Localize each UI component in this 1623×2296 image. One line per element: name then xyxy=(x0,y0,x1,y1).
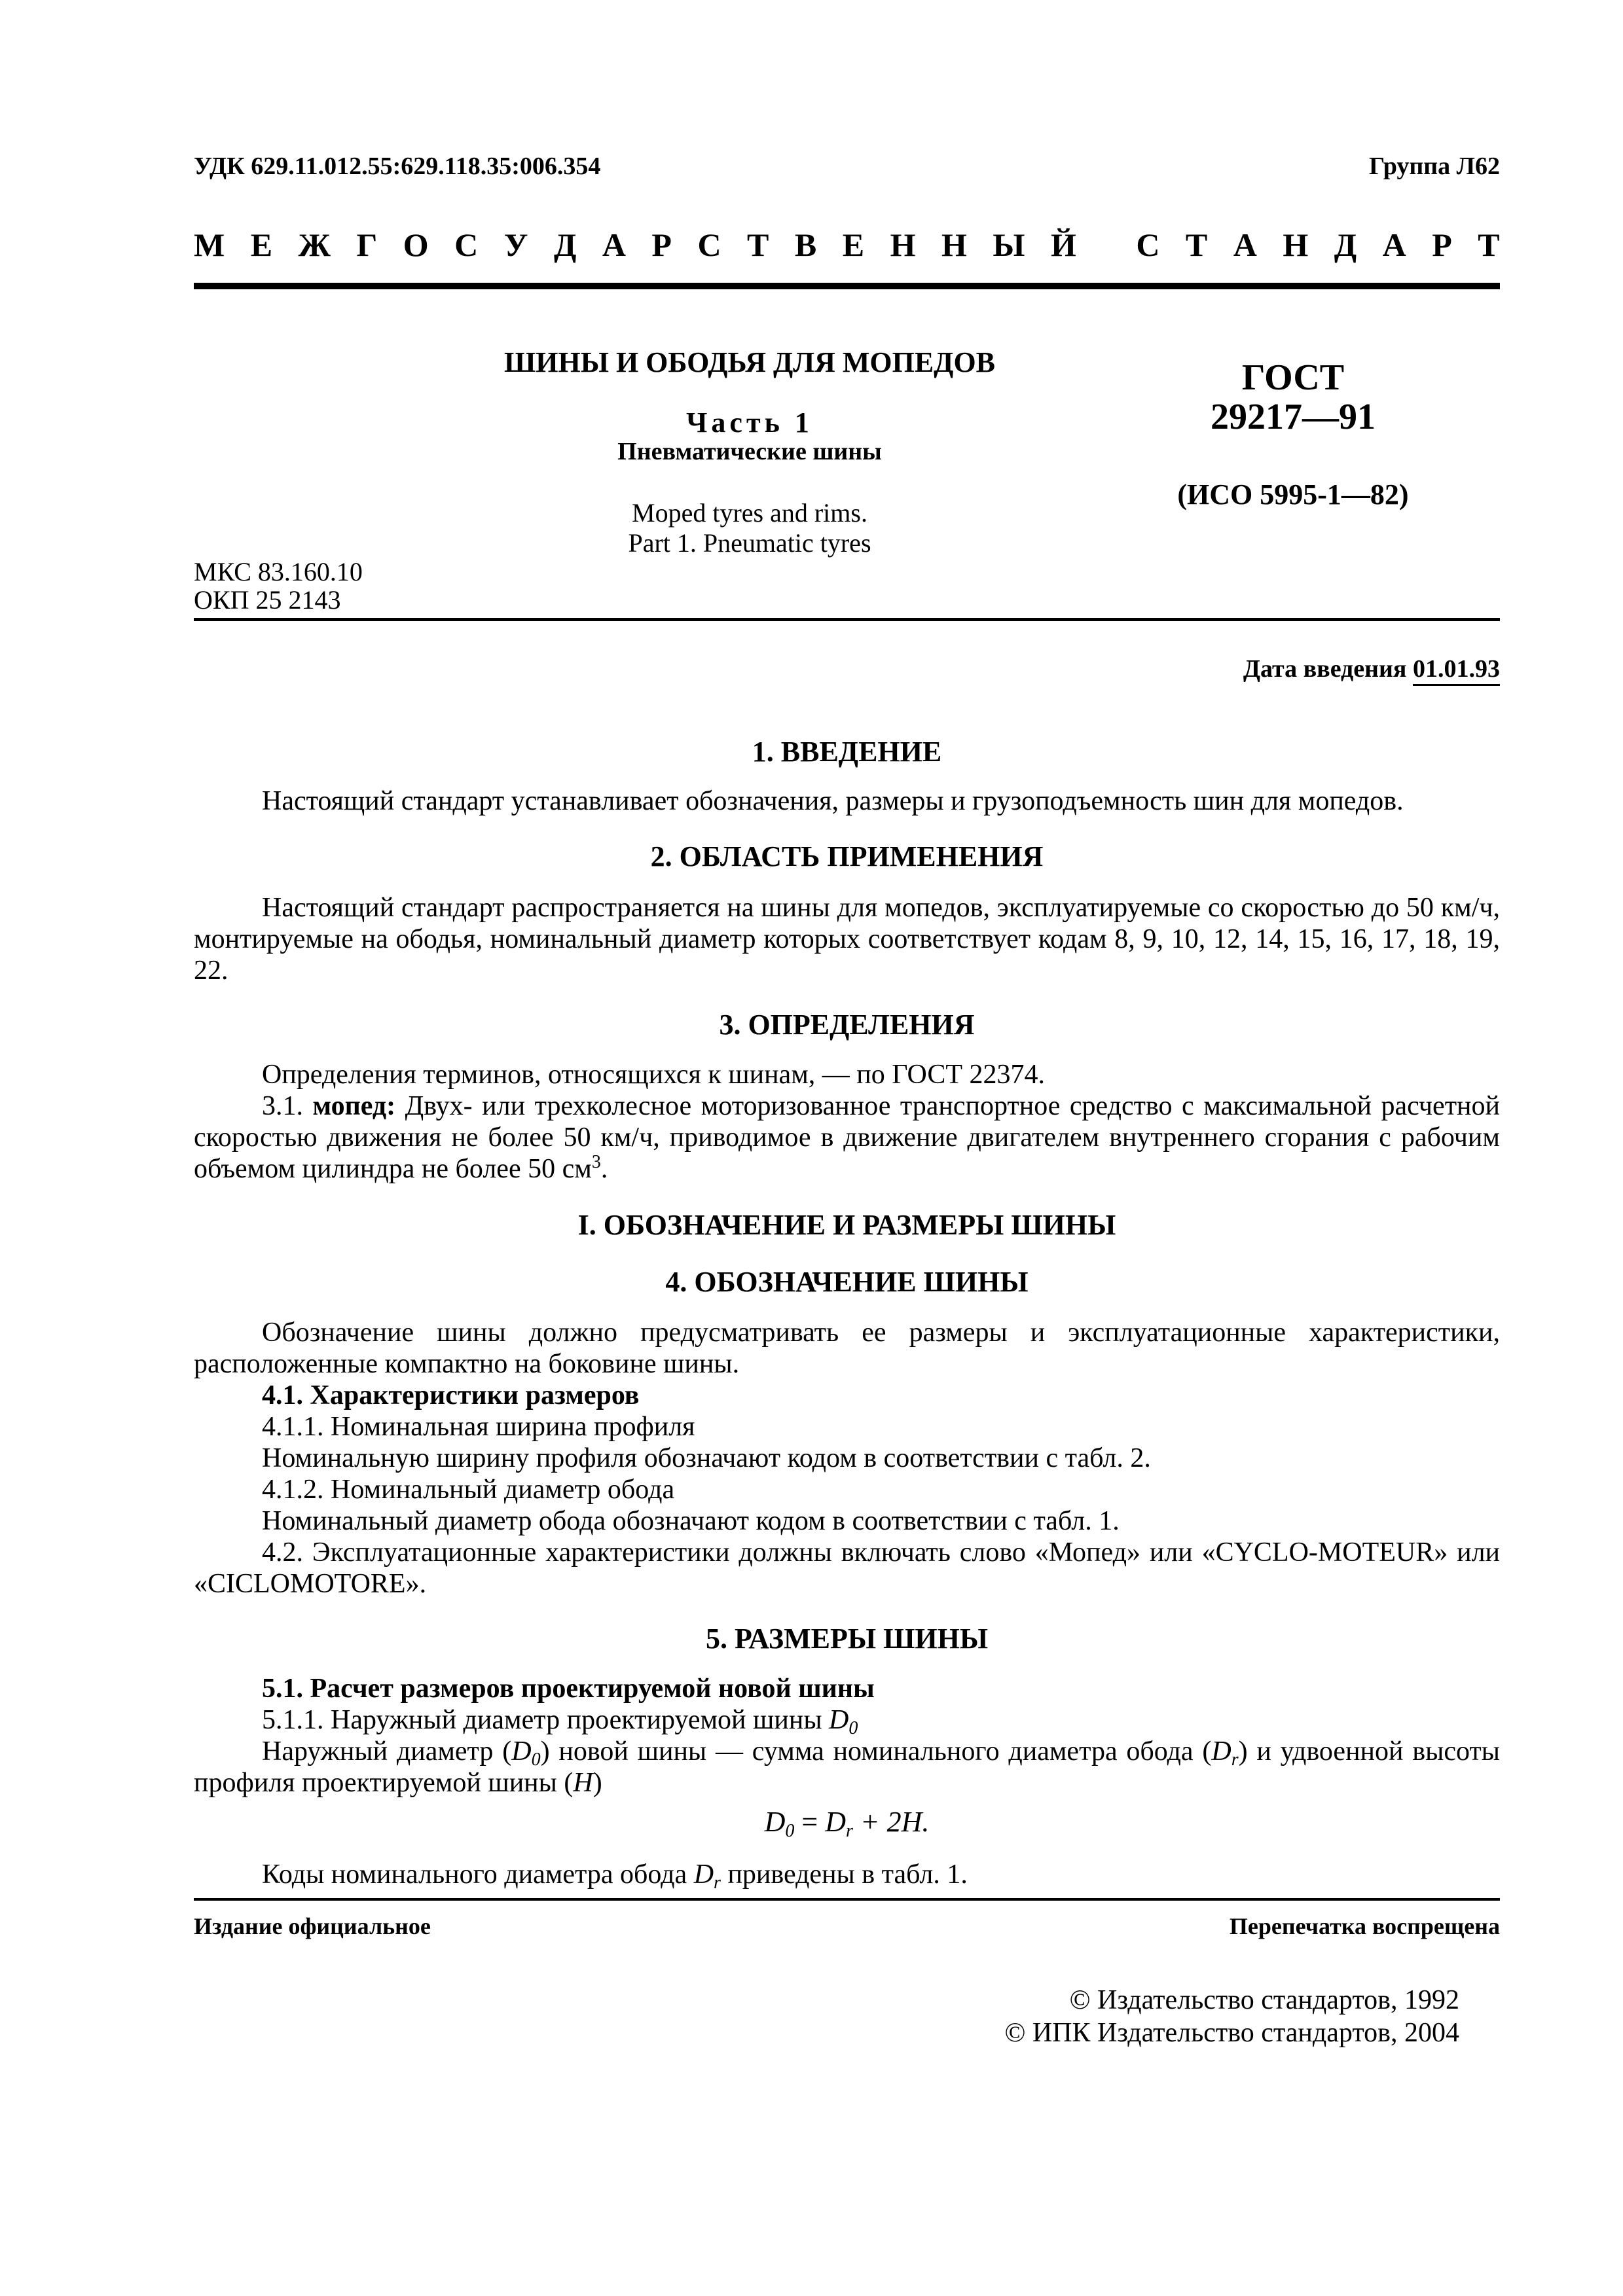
banner-letter: Ы xyxy=(993,226,1025,263)
banner-letter: Т xyxy=(1185,226,1208,263)
banner-letter: Н xyxy=(890,226,916,263)
gost-label: ГОСТ xyxy=(1241,357,1345,398)
banner-letter: Н xyxy=(1283,226,1309,263)
inline-symbol-h: H xyxy=(573,1768,593,1798)
banner-letter: А xyxy=(602,226,626,263)
banner-letter: Е xyxy=(250,226,273,263)
banner-letter: А xyxy=(1382,226,1406,263)
section-2-text: Настоящий стандарт распространяется на шины для мопедов, эксплуатируемые со скоростью до 50 км/ч, монтируемые на ободья, номинальный диаметр которых соответствует кодам 8, 9, 10, 12, 14, 15, 16, 17, 18, 19, 22. xyxy=(194,893,1500,986)
section-1-heading: 1. ВВЕДЕНИЕ xyxy=(752,736,942,768)
section-5-heading: 5. РАЗМЕРЫ ШИНЫ xyxy=(705,1623,989,1655)
interstate-standard-banner xyxy=(194,226,1500,264)
clause-4-1: 4.1. Характеристики размеров xyxy=(262,1380,640,1410)
udk-code: УДК 629.11.012.55:629.118.35:006.354 xyxy=(194,152,601,180)
gost-number: 29217—91 xyxy=(1211,397,1376,437)
definition-moped xyxy=(194,1090,1500,1185)
banner-letter: Д xyxy=(1334,226,1357,263)
copyright-2004: © ИПК Издательство стандартов, 2004 xyxy=(1004,2018,1459,2048)
effective-date-value: 01.01.93 xyxy=(1413,655,1500,686)
cubic-superscript: 3 xyxy=(591,1152,601,1172)
definition-end: . xyxy=(600,1154,608,1184)
banner-letter: Г xyxy=(356,226,378,263)
english-title-line1: Moped tyres and rims. xyxy=(632,498,867,528)
banner-letter: У xyxy=(503,226,528,263)
official-edition: Издание официальное xyxy=(194,1913,431,1939)
section-1-text: Настоящий стандарт устанавливает обозначения, размеры и грузоподъемность шин для мопедов. xyxy=(262,786,1404,816)
banner-letter: Т xyxy=(747,226,769,263)
definition-text: Двух- или трехколесное моторизованное транспортное средство с максимальной расчетной скоростью движения не более 50 км/ч, приводимое в движение двигателем внутреннего сгорания с рабочим объемом цилиндра не более 50 см xyxy=(194,1091,1501,1184)
mks-code: МКС 83.160.10 xyxy=(194,557,363,586)
banner-letter: Й xyxy=(1050,226,1076,263)
part-number: Часть 1 xyxy=(686,406,813,439)
effective-date xyxy=(1243,655,1500,683)
banner-letter: М xyxy=(194,226,225,263)
inline-symbol-dr: $D_r$ xyxy=(1211,1736,1239,1770)
clause-5-1-1 xyxy=(262,1704,858,1736)
clause-4-1-2: 4.1.2. Номинальный диаметр обода xyxy=(262,1475,675,1505)
section-3-heading: 3. ОПРЕДЕЛЕНИЯ xyxy=(719,1009,975,1041)
definition-number: 3.1. xyxy=(262,1091,303,1121)
banner-letter: С xyxy=(1136,226,1160,263)
document-subtitle: Пневматические шины xyxy=(617,438,882,465)
section-3-text: Определения терминов, относящихся к шинам, — по ГОСТ 22374. xyxy=(262,1060,1045,1090)
clause-4-1-1: 4.1.1. Номинальная ширина профиля xyxy=(262,1412,695,1442)
group-code: Группа Л62 xyxy=(1368,152,1500,180)
english-title-line2: Part 1. Pneumatic tyres xyxy=(628,528,871,558)
title-bottom-rule xyxy=(194,618,1500,621)
banner-letter: О xyxy=(403,226,429,263)
banner-letter: А xyxy=(1233,226,1257,263)
banner-letter: Р xyxy=(1432,226,1452,263)
effective-date-label: Дата введения xyxy=(1243,655,1407,683)
clause-5-1-1-text: Наружный диаметр $(D_0)$ новой шины — сумма номинального диаметра обода $(D_r)$ и удвоенной высоты профиля проектируемой шины (H) xyxy=(194,1736,1501,1798)
banner-letter: Е xyxy=(842,226,865,263)
document-title: ШИНЫ И ОБОДЬЯ ДЛЯ МОПЕДОВ xyxy=(503,346,996,378)
okp-code: ОКП 25 2143 xyxy=(194,585,341,615)
banner-letter: Т xyxy=(1478,226,1500,263)
top-thick-rule xyxy=(194,283,1500,289)
section-4-text: Обозначение шины должно предусматривать ее размеры и эксплуатационные характеристики, расположенные компактно на боковине шины. xyxy=(194,1318,1500,1379)
iso-reference: (ИСО 5995-1—82) xyxy=(1177,478,1409,511)
note-symbol-dr: $D_r$ xyxy=(693,1859,721,1893)
outer-diameter-formula: $D_0 = D_r + 2H$. xyxy=(764,1806,930,1841)
inline-symbol-d0: $D_0$ xyxy=(511,1736,541,1770)
clause-4-2-text: 4.2. Эксплуатационные характеристики должны включать слово «Мопед» или «CYCLO-MOTEUR» или «CICLOMOTORE». xyxy=(194,1537,1500,1599)
copyright-1992: © Издательство стандартов, 1992 xyxy=(1069,1985,1459,2015)
banner-letter: Д xyxy=(553,226,577,263)
symbol-d0: $D_0$ xyxy=(829,1705,858,1738)
rim-codes-note: Коды номинального диаметра обода $D_r$ приведены в табл. 1. xyxy=(262,1859,968,1893)
clause-5-1: 5.1. Расчет размеров проектируемой новой шины xyxy=(262,1674,875,1704)
banner-letter xyxy=(1102,226,1110,264)
part-1-heading: I. ОБОЗНАЧЕНИЕ И РАЗМЕРЫ ШИНЫ xyxy=(577,1209,1116,1241)
section-4-heading: 4. ОБОЗНАЧЕНИЕ ШИНЫ xyxy=(665,1266,1029,1298)
banner-letter: Ж xyxy=(298,226,331,263)
banner-letter: Н xyxy=(941,226,967,263)
footer-rule xyxy=(194,1898,1500,1901)
definition-term: мопед: xyxy=(312,1091,396,1121)
clause-4-1-1-text: Номинальную ширину профиля обозначают кодом в соответствии с табл. 2. xyxy=(262,1443,1151,1473)
banner-letter: С xyxy=(697,226,721,263)
clause-5-1-1-label: 5.1.1. Наружный диаметр проектируемой шины xyxy=(262,1705,822,1735)
banner-letter: Р xyxy=(651,226,672,263)
banner-letter: С xyxy=(454,226,479,263)
section-2-heading: 2. ОБЛАСТЬ ПРИМЕНЕНИЯ xyxy=(650,840,1044,872)
banner-letter: В xyxy=(794,226,817,263)
reprint-prohibited: Перепечатка воспрещена xyxy=(1229,1913,1500,1939)
clause-4-1-2-text: Номинальный диаметр обода обозначают кодом в соответствии с табл. 1. xyxy=(262,1506,1120,1536)
